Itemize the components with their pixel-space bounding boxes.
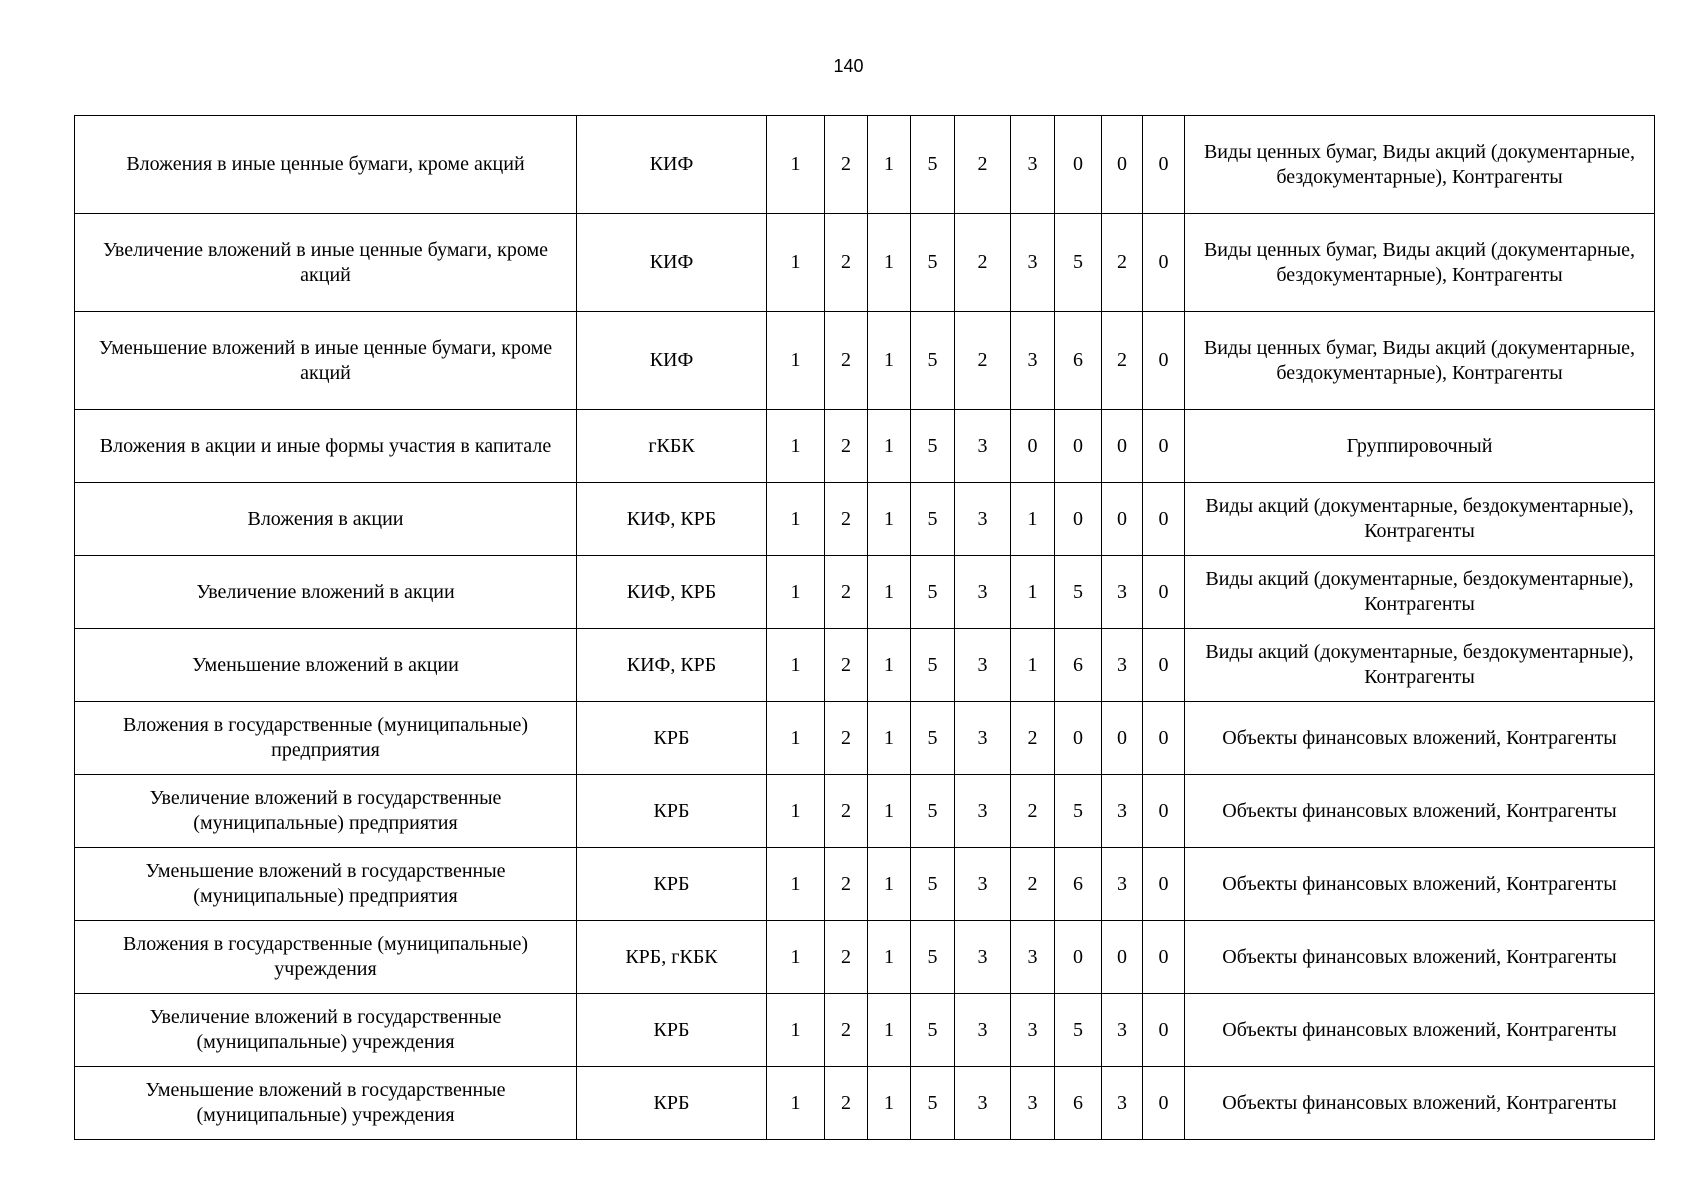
account-code-digit-2: 2 <box>825 848 868 921</box>
account-code-digit-8: 3 <box>1102 1067 1143 1140</box>
table-row <box>75 116 1655 214</box>
account-code-digit-3: 1 <box>868 848 911 921</box>
account-code-digit-4: 5 <box>911 116 955 214</box>
account-code-digit-5: 3 <box>955 921 1011 994</box>
account-code-digit-6: 2 <box>1011 848 1055 921</box>
account-code-digit-6: 1 <box>1011 556 1055 629</box>
account-code-digit-8: 3 <box>1102 994 1143 1067</box>
account-code-digit-7: 6 <box>1055 629 1102 702</box>
account-type-cell: КИФ, КРБ <box>577 483 767 556</box>
account-code-digit-4: 5 <box>911 775 955 848</box>
account-name-cell: Вложения в акции и иные формы участия в капитале <box>75 410 577 483</box>
account-code-digit-7: 5 <box>1055 214 1102 312</box>
account-code-digit-7: 0 <box>1055 921 1102 994</box>
account-code-digit-9: 0 <box>1143 312 1185 410</box>
account-code-digit-5: 2 <box>955 214 1011 312</box>
account-code-digit-8: 0 <box>1102 921 1143 994</box>
account-name-cell: Вложения в иные ценные бумаги, кроме акций <box>75 116 577 214</box>
analytics-cell: Объекты финансовых вложений, Контрагенты <box>1185 848 1655 921</box>
account-code-digit-1: 1 <box>767 312 825 410</box>
account-code-digit-5: 3 <box>955 775 1011 848</box>
account-type-cell: КРБ <box>577 775 767 848</box>
account-code-digit-2: 2 <box>825 629 868 702</box>
analytics-cell: Виды акций (документарные, бездокументарные), Контрагенты <box>1185 483 1655 556</box>
account-code-digit-8: 3 <box>1102 629 1143 702</box>
account-name-cell: Вложения в государственные (муниципальные) предприятия <box>75 702 577 775</box>
account-code-digit-9: 0 <box>1143 921 1185 994</box>
account-code-digit-2: 2 <box>825 1067 868 1140</box>
account-code-digit-4: 5 <box>911 702 955 775</box>
account-code-digit-2: 2 <box>825 702 868 775</box>
account-code-digit-1: 1 <box>767 116 825 214</box>
account-code-digit-4: 5 <box>911 1067 955 1140</box>
account-code-digit-7: 5 <box>1055 775 1102 848</box>
account-code-digit-3: 1 <box>868 629 911 702</box>
account-code-digit-4: 5 <box>911 483 955 556</box>
account-type-cell: КИФ <box>577 312 767 410</box>
account-code-digit-9: 0 <box>1143 702 1185 775</box>
account-code-digit-4: 5 <box>911 921 955 994</box>
account-code-digit-2: 2 <box>825 775 868 848</box>
account-code-digit-5: 2 <box>955 312 1011 410</box>
account-code-digit-3: 1 <box>868 994 911 1067</box>
analytics-cell: Виды акций (документарные, бездокументарные), Контрагенты <box>1185 556 1655 629</box>
account-name-cell: Увеличение вложений в государственные (муниципальные) предприятия <box>75 775 577 848</box>
account-code-digit-1: 1 <box>767 994 825 1067</box>
account-type-cell: КИФ, КРБ <box>577 556 767 629</box>
account-code-digit-9: 0 <box>1143 410 1185 483</box>
account-type-cell: КРБ <box>577 848 767 921</box>
account-code-digit-6: 3 <box>1011 116 1055 214</box>
account-code-digit-8: 3 <box>1102 775 1143 848</box>
account-code-digit-1: 1 <box>767 629 825 702</box>
account-code-digit-1: 1 <box>767 483 825 556</box>
account-code-digit-1: 1 <box>767 1067 825 1140</box>
account-name-cell: Уменьшение вложений в государственные (муниципальные) предприятия <box>75 848 577 921</box>
account-code-digit-8: 0 <box>1102 410 1143 483</box>
table-row <box>75 775 1655 848</box>
analytics-cell: Виды ценных бумаг, Виды акций (документарные, бездокументарные), Контрагенты <box>1185 312 1655 410</box>
analytics-cell: Объекты финансовых вложений, Контрагенты <box>1185 921 1655 994</box>
account-code-digit-5: 3 <box>955 702 1011 775</box>
account-name-cell: Увеличение вложений в иные ценные бумаги, кроме акций <box>75 214 577 312</box>
analytics-cell: Группировочный <box>1185 410 1655 483</box>
account-code-digit-9: 0 <box>1143 994 1185 1067</box>
account-code-digit-4: 5 <box>911 556 955 629</box>
account-code-digit-1: 1 <box>767 214 825 312</box>
account-code-digit-6: 3 <box>1011 214 1055 312</box>
table-row <box>75 556 1655 629</box>
account-code-digit-3: 1 <box>868 702 911 775</box>
account-code-digit-5: 3 <box>955 1067 1011 1140</box>
table-row <box>75 702 1655 775</box>
table-row <box>75 994 1655 1067</box>
account-code-digit-6: 3 <box>1011 921 1055 994</box>
account-code-digit-6: 3 <box>1011 994 1055 1067</box>
account-code-digit-2: 2 <box>825 921 868 994</box>
analytics-cell: Объекты финансовых вложений, Контрагенты <box>1185 775 1655 848</box>
account-code-digit-9: 0 <box>1143 629 1185 702</box>
account-code-digit-1: 1 <box>767 921 825 994</box>
account-code-digit-1: 1 <box>767 410 825 483</box>
account-code-digit-7: 6 <box>1055 848 1102 921</box>
account-code-digit-4: 5 <box>911 629 955 702</box>
table-row <box>75 629 1655 702</box>
account-type-cell: КИФ, КРБ <box>577 629 767 702</box>
account-code-digit-8: 0 <box>1102 116 1143 214</box>
table-row <box>75 312 1655 410</box>
account-type-cell: КРБ <box>577 1067 767 1140</box>
account-name-cell: Уменьшение вложений в иные ценные бумаги, кроме акций <box>75 312 577 410</box>
account-code-digit-1: 1 <box>767 556 825 629</box>
account-name-cell: Вложения в акции <box>75 483 577 556</box>
account-code-digit-2: 2 <box>825 312 868 410</box>
account-code-digit-3: 1 <box>868 312 911 410</box>
accounts-table <box>74 115 1655 1140</box>
account-code-digit-6: 1 <box>1011 483 1055 556</box>
account-code-digit-4: 5 <box>911 214 955 312</box>
account-code-digit-6: 2 <box>1011 702 1055 775</box>
account-code-digit-4: 5 <box>911 848 955 921</box>
account-code-digit-7: 6 <box>1055 1067 1102 1140</box>
account-code-digit-7: 0 <box>1055 116 1102 214</box>
account-code-digit-2: 2 <box>825 483 868 556</box>
account-code-digit-5: 3 <box>955 410 1011 483</box>
account-code-digit-6: 2 <box>1011 775 1055 848</box>
account-code-digit-2: 2 <box>825 214 868 312</box>
account-code-digit-1: 1 <box>767 775 825 848</box>
account-code-digit-3: 1 <box>868 116 911 214</box>
account-code-digit-6: 0 <box>1011 410 1055 483</box>
table-row <box>75 214 1655 312</box>
account-code-digit-2: 2 <box>825 994 868 1067</box>
account-code-digit-3: 1 <box>868 556 911 629</box>
account-code-digit-9: 0 <box>1143 848 1185 921</box>
account-code-digit-3: 1 <box>868 214 911 312</box>
account-code-digit-4: 5 <box>911 994 955 1067</box>
account-code-digit-7: 0 <box>1055 483 1102 556</box>
account-code-digit-9: 0 <box>1143 1067 1185 1140</box>
account-code-digit-7: 0 <box>1055 702 1102 775</box>
table-row <box>75 921 1655 994</box>
account-type-cell: КРБ <box>577 994 767 1067</box>
table-row <box>75 483 1655 556</box>
account-code-digit-5: 2 <box>955 116 1011 214</box>
account-code-digit-9: 0 <box>1143 214 1185 312</box>
account-code-digit-8: 2 <box>1102 312 1143 410</box>
account-code-digit-2: 2 <box>825 116 868 214</box>
account-code-digit-6: 1 <box>1011 629 1055 702</box>
account-code-digit-3: 1 <box>868 775 911 848</box>
account-type-cell: КРБ <box>577 702 767 775</box>
account-code-digit-5: 3 <box>955 483 1011 556</box>
account-code-digit-5: 3 <box>955 994 1011 1067</box>
analytics-cell: Объекты финансовых вложений, Контрагенты <box>1185 1067 1655 1140</box>
account-code-digit-7: 6 <box>1055 312 1102 410</box>
account-code-digit-3: 1 <box>868 1067 911 1140</box>
analytics-cell: Виды акций (документарные, бездокументарные), Контрагенты <box>1185 629 1655 702</box>
account-code-digit-8: 0 <box>1102 702 1143 775</box>
account-code-digit-3: 1 <box>868 410 911 483</box>
account-code-digit-9: 0 <box>1143 775 1185 848</box>
account-code-digit-9: 0 <box>1143 483 1185 556</box>
account-name-cell: Вложения в государственные (муниципальные) учреждения <box>75 921 577 994</box>
account-code-digit-8: 3 <box>1102 848 1143 921</box>
table-row <box>75 848 1655 921</box>
account-code-digit-2: 2 <box>825 410 868 483</box>
account-code-digit-9: 0 <box>1143 556 1185 629</box>
account-code-digit-6: 3 <box>1011 312 1055 410</box>
account-name-cell: Уменьшение вложений в акции <box>75 629 577 702</box>
account-code-digit-2: 2 <box>825 556 868 629</box>
account-code-digit-6: 3 <box>1011 1067 1055 1140</box>
account-code-digit-5: 3 <box>955 848 1011 921</box>
analytics-cell: Виды ценных бумаг, Виды акций (документарные, бездокументарные), Контрагенты <box>1185 116 1655 214</box>
account-code-digit-3: 1 <box>868 921 911 994</box>
account-code-digit-9: 0 <box>1143 116 1185 214</box>
account-name-cell: Увеличение вложений в государственные (муниципальные) учреждения <box>75 994 577 1067</box>
account-code-digit-3: 1 <box>868 483 911 556</box>
table-row <box>75 1067 1655 1140</box>
account-code-digit-8: 2 <box>1102 214 1143 312</box>
account-code-digit-1: 1 <box>767 702 825 775</box>
account-code-digit-7: 5 <box>1055 556 1102 629</box>
account-code-digit-4: 5 <box>911 410 955 483</box>
account-code-digit-5: 3 <box>955 629 1011 702</box>
table-row <box>75 410 1655 483</box>
account-code-digit-5: 3 <box>955 556 1011 629</box>
analytics-cell: Объекты финансовых вложений, Контрагенты <box>1185 994 1655 1067</box>
account-name-cell: Уменьшение вложений в государственные (муниципальные) учреждения <box>75 1067 577 1140</box>
analytics-cell: Объекты финансовых вложений, Контрагенты <box>1185 702 1655 775</box>
account-type-cell: гКБК <box>577 410 767 483</box>
page-number: 140 <box>833 56 864 76</box>
account-name-cell: Увеличение вложений в акции <box>75 556 577 629</box>
account-code-digit-7: 5 <box>1055 994 1102 1067</box>
analytics-cell: Виды ценных бумаг, Виды акций (документарные, бездокументарные), Контрагенты <box>1185 214 1655 312</box>
account-code-digit-8: 0 <box>1102 483 1143 556</box>
account-code-digit-1: 1 <box>767 848 825 921</box>
account-code-digit-8: 3 <box>1102 556 1143 629</box>
account-type-cell: КРБ, гКБК <box>577 921 767 994</box>
account-type-cell: КИФ <box>577 116 767 214</box>
account-code-digit-4: 5 <box>911 312 955 410</box>
account-type-cell: КИФ <box>577 214 767 312</box>
account-code-digit-7: 0 <box>1055 410 1102 483</box>
